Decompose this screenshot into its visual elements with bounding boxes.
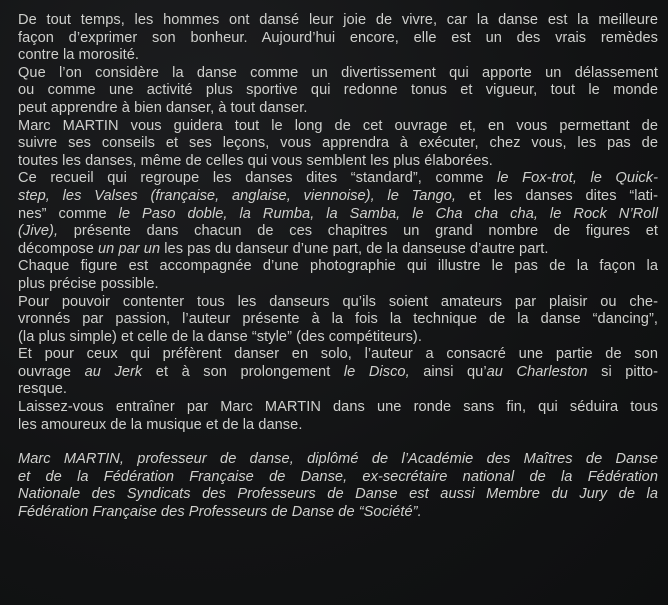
text-run: De tout temps, les hommes ont dansé leur joie de vivre, car la danse est la meilleure [18, 12, 658, 28]
text-run: contre la morosité. [18, 47, 139, 64]
text-run: toutes les danses, même de celles qui vous semblent les plus élaborées. [18, 152, 493, 169]
text-run: vronnés par passion, l’auteur présente à la fois la technique de la danse “dancing”, [18, 311, 658, 328]
text-run: si pitto- [587, 363, 659, 380]
italic-text: au Jerk [84, 363, 143, 380]
italic-text: le Fox-trot, le Quick- [497, 170, 658, 187]
text-run: les pas du danseur d’une part, de la danseuse d’autre part. [160, 240, 549, 257]
text-run: plus précise possible. [18, 275, 159, 292]
italic-text: (Jive), [18, 223, 59, 240]
text-run: (la plus simple) et celle de la danse “style” (des compétiteurs). [18, 328, 422, 345]
text-run: ou comme une activité plus sportive qui redonne tonus et vigueur, tout le monde [18, 82, 658, 99]
text-run: resque. [18, 381, 68, 398]
paragraph-gap [18, 434, 660, 451]
text-run: présente dans chacun de ces chapitres un grand nombre de figures et [58, 223, 658, 240]
bio-line: et de la Fédération Française de Danse, ex-secrétaire national de la Fédération [18, 468, 658, 485]
text-line [18, 417, 658, 435]
paragraph [18, 258, 660, 293]
text-run: Marc MARTIN vous guidera tout le long de cet ouvrage et, en vous permettant de [18, 117, 658, 134]
text-run: les amoureux de la musique et de la danse. [18, 416, 303, 433]
text-run: et à son prolongement [142, 363, 344, 380]
italic-text: le Paso doble, la Rumba, la Samba, le Cha cha cha, le Rock N’Roll [118, 205, 658, 222]
text-line [18, 47, 658, 65]
text-run: décompose [18, 240, 99, 257]
text-line [18, 82, 658, 100]
author-bio [18, 451, 660, 521]
text-run: façon d’exprimer son bonheur. Aujourd’hui encore, elle est un des vrais remèdes [18, 29, 658, 46]
text-line [18, 223, 658, 241]
text-line [18, 12, 658, 30]
text-run: ainsi qu’ [409, 363, 487, 380]
paragraph [18, 118, 660, 171]
paragraph [18, 170, 660, 258]
text-line [18, 153, 658, 171]
italic-text: un par un [98, 240, 161, 257]
text-line [18, 118, 658, 136]
paragraph [18, 399, 660, 434]
italic-text: au Charleston [486, 363, 588, 380]
italic-text: step, les Valses (française, anglaise, viennoise), le Tango, [18, 187, 457, 204]
text-line [18, 276, 658, 294]
text-line [18, 258, 658, 276]
text-line [18, 170, 658, 188]
text-line [18, 311, 658, 329]
body-text [18, 12, 660, 434]
paragraph [18, 346, 660, 399]
text-line [18, 65, 658, 83]
text-line [18, 381, 658, 399]
text-line [18, 346, 658, 364]
text-run: ouvrage [18, 363, 85, 380]
text-run: Laissez-vous entraîner par Marc MARTIN dans une ronde sans fin, qui séduira tous [18, 399, 658, 416]
text-run: Et pour ceux qui préfèrent danser en solo, l’auteur a consacré une partie de son [18, 346, 658, 363]
text-run: suivre ses conseils et ses leçons, vous apprendra à exécuter, chez vous, les pas de [18, 135, 658, 152]
text-run: Que l’on considère la danse comme un divertissement qui apporte un délassement [18, 64, 658, 81]
italic-text: le Disco, [343, 363, 410, 380]
paragraph [18, 294, 660, 347]
text-run: nes” comme [18, 205, 119, 222]
paragraph [18, 65, 660, 118]
text-line [18, 241, 658, 259]
text-run: Chaque figure est accompagnée d’une photographie qui illustre le pas de la façon la [18, 258, 658, 275]
text-line [18, 135, 658, 153]
text-line [18, 188, 658, 206]
text-line [18, 100, 658, 118]
text-run: Ce recueil qui regroupe les danses dites “standard”, comme [18, 170, 498, 187]
text-line [18, 364, 658, 382]
text-line [18, 399, 658, 417]
bio-line: Nationale des Syndicats des Professeurs de Danse est aussi Membre du Jury de la [18, 486, 658, 503]
text-line [18, 294, 658, 312]
text-run: Pour pouvoir contenter tous les danseurs qu’ils soient amateurs par plaisir ou che- [18, 293, 658, 310]
bio-line: Fédération Française des Professeurs de Danse de “Société”. [18, 504, 422, 521]
text-run: et les danses dites “lati- [456, 187, 658, 204]
bio-line: Marc MARTIN, professeur de danse, diplômé de l’Académie des Maîtres de Danse [18, 451, 658, 468]
text-line [18, 206, 658, 224]
text-run: peut apprendre à bien danser, à tout danser. [18, 99, 308, 116]
text-line [18, 329, 658, 347]
paragraph [18, 12, 660, 65]
text-line [18, 30, 658, 48]
